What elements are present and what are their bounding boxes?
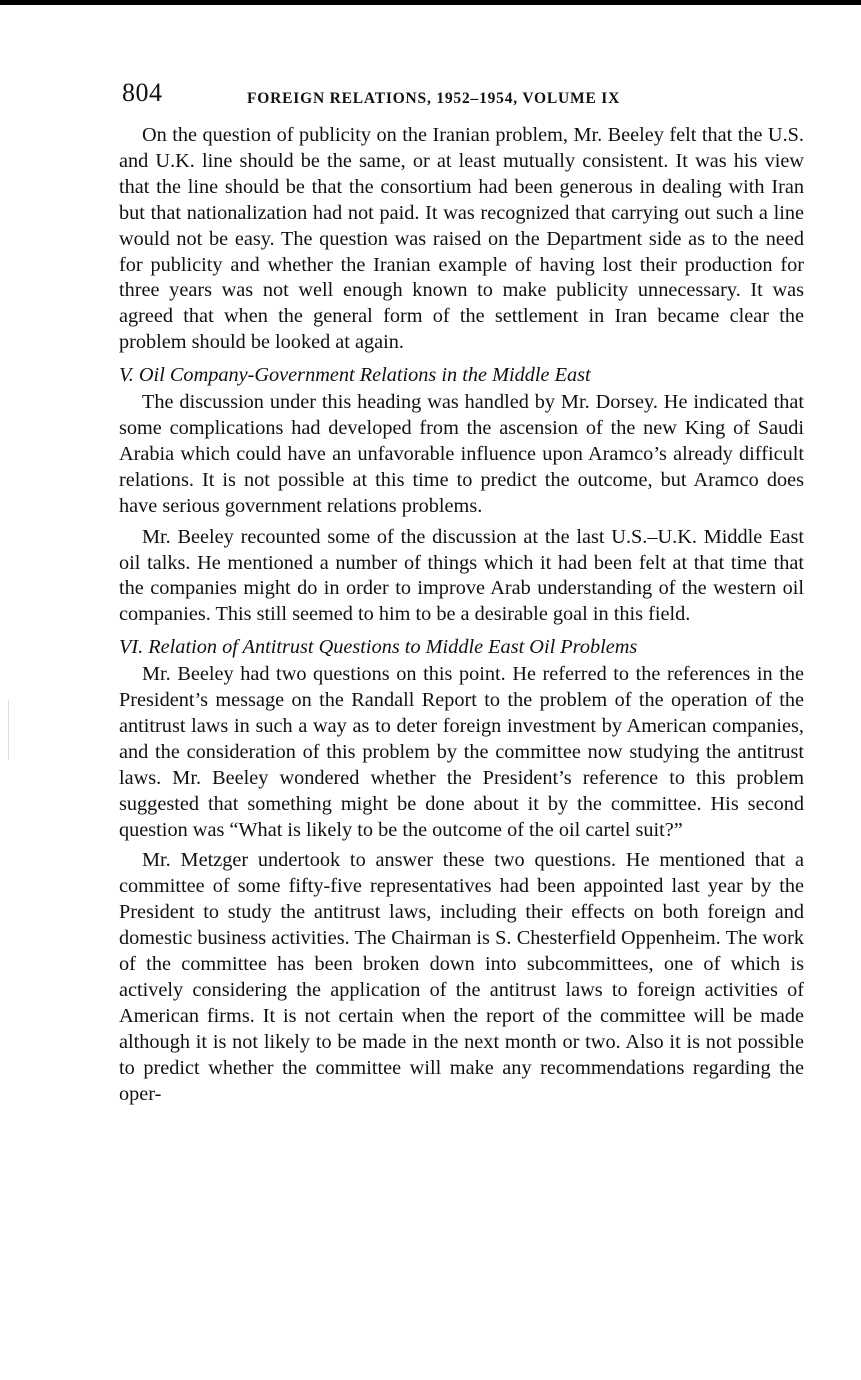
paragraph-beeley-questions: Mr. Beeley had two questions on this point. He referred to the references in the President’s message on the Randall Report to the problem of the operation of the antitrust laws in such a way as to deter foreign investment by American companies, and the consideration of this problem by the committee now studying the antitrust laws. Mr. Beeley wondered whether the President’s reference to this problem suggested that something might be done about it by the committee. His second question was “What is likely to be the outcome of the oil cartel suit?”: [119, 663, 804, 841]
scan-margin-mark: [8, 700, 9, 760]
page-number: 804: [122, 78, 163, 107]
page-top-border: [0, 0, 861, 5]
document-page: [119, 76, 804, 1108]
paragraph-dorsey-discussion: The discussion under this heading was handled by Mr. Dorsey. He indicated that some complications had developed from the ascension of the new King of Saudi Arabia which could have an unfavorable influence upon Aramco’s already difficult relations. It is not possible at this time to predict the outcome, but Aramco does have serious government relations problems.: [119, 391, 804, 517]
paragraph-publicity-iran: On the question of publicity on the Iranian problem, Mr. Beeley felt that the U.S. and U.K. line should be the same, or at least mutually consistent. It was his view that the line should be that the consortium had been generous in dealing with Iran but that nationalization had not paid. It was recognized that carrying out such a line would not be easy. The question was raised on the Department side as to the need for publicity and whether the Iranian example of having lost their production for three years was not well enough known to make publicity unnecessary. It was agreed that when the general form of the settlement in Iran became clear the problem should be looked at again.: [119, 124, 804, 354]
page-header: [119, 76, 804, 116]
section-heading-v: V. Oil Company-Government Relations in the Middle East: [119, 364, 591, 387]
section-heading-vi: VI. Relation of Antitrust Questions to Middle East Oil Problems: [119, 636, 638, 659]
paragraph-beeley-oil-talks: Mr. Beeley recounted some of the discussion at the last U.S.–U.K. Middle East oil talks. He mentioned a number of things which it had been felt at that time that the companies might do in order to improve Arab understanding of the western oil companies. This still seemed to him to be a desirable goal in this field.: [119, 525, 804, 626]
paragraph-metzger-answer: Mr. Metzger undertook to answer these two questions. He mentioned that a committee of some fifty-five representatives had been appointed last year by the President to study the antitrust laws, including their effects on both foreign and domestic business activities. The Chairman is S. Chesterfield Oppenheim. The work of the committee has been broken down into subcommittees, one of which is actively considering the application of the antitrust laws to foreign activities of American firms. It is not certain when the report of the committee will be made although it is not likely to be made in the next month or two. Also it is not possible to predict whether the committee will make any recommendations regarding the oper-: [119, 849, 804, 1105]
running-head-title: FOREIGN RELATIONS, 1952–1954, VOLUME IX: [247, 90, 621, 107]
